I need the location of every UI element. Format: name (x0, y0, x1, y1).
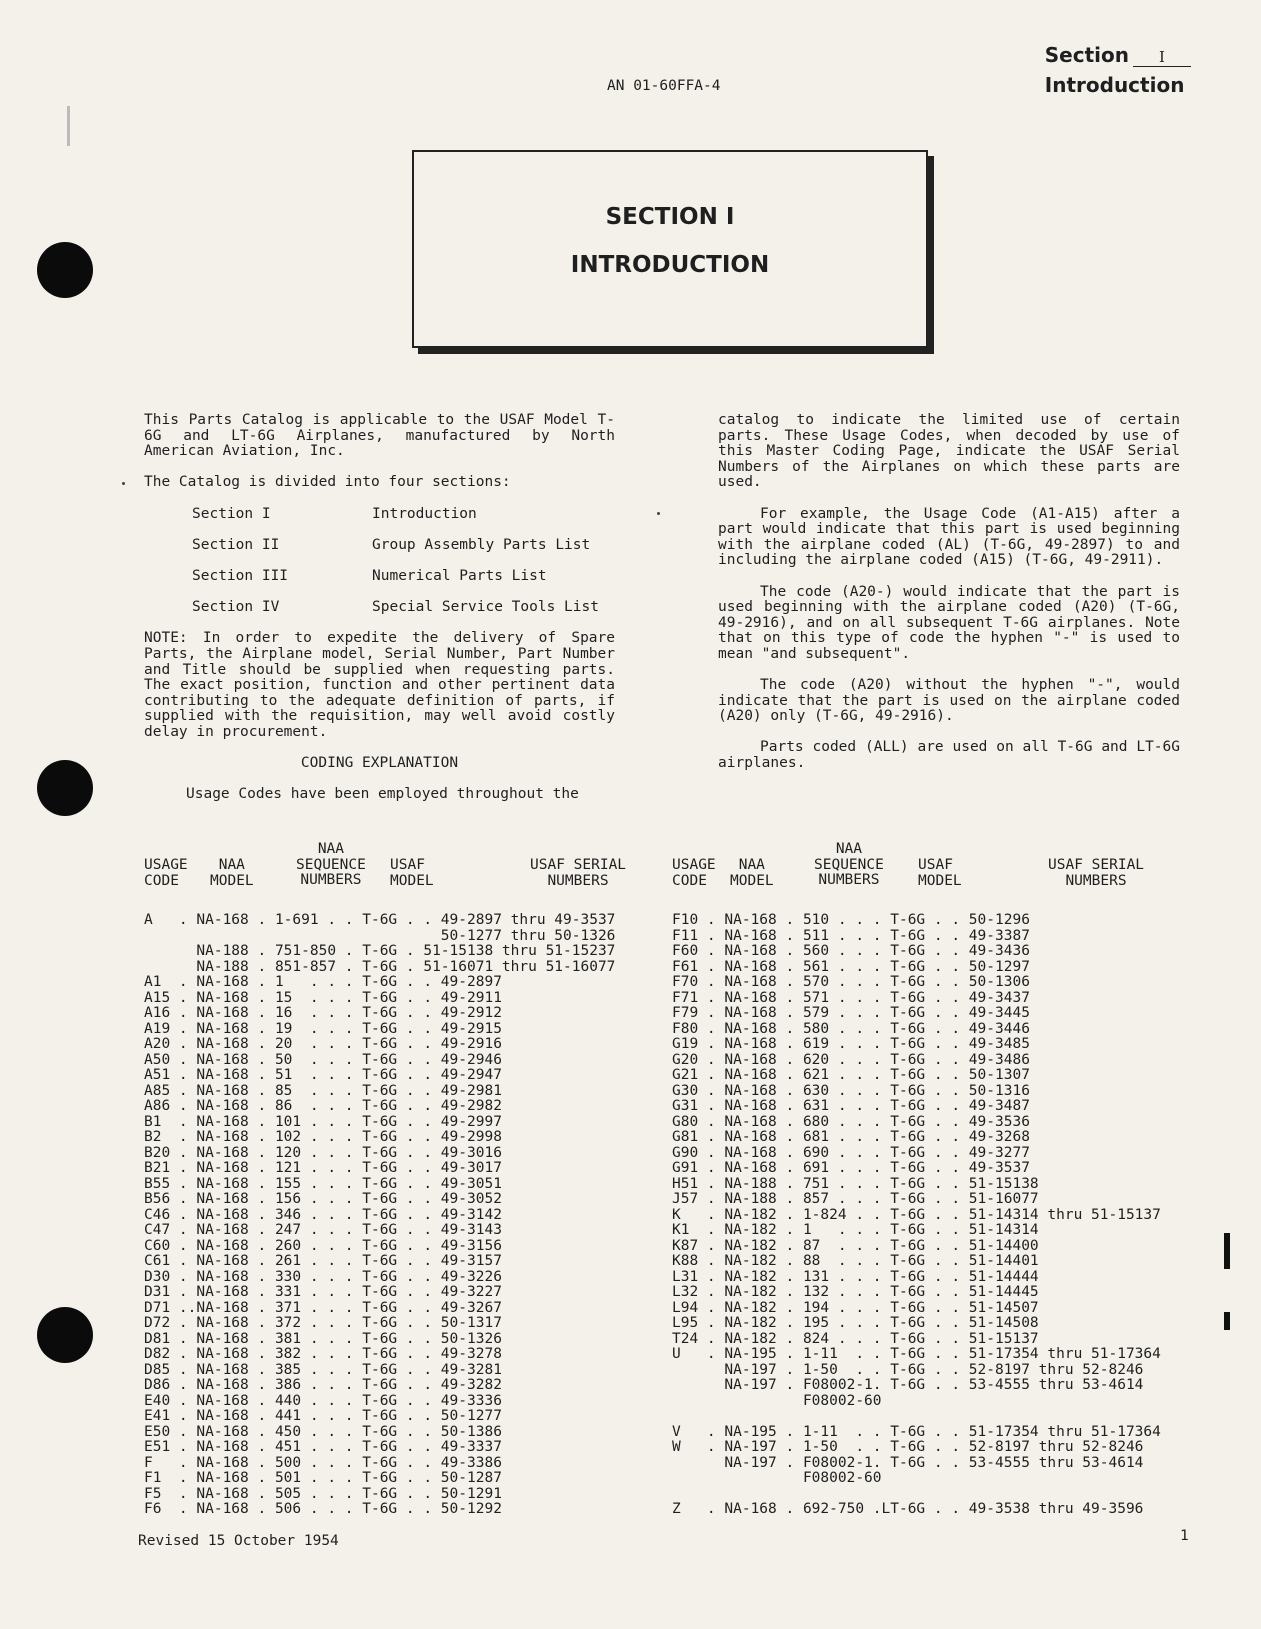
table-row (672, 944, 1161, 960)
coding-heading: CODING EXPLANATION (300, 755, 459, 772)
table-cell: K1 . NA-182 . 1 . . . T-6G . . 51-14314 (672, 1222, 1039, 1238)
revision-date: Revised 15 October 1954 (138, 1533, 339, 1549)
table-row (144, 975, 615, 991)
table-row (144, 1394, 615, 1410)
table-cell: D31 . NA-168 . 331 . . . T-6G . . 49-3227 (144, 1284, 502, 1300)
table-cell: NA-188 . 851-857 . T-6G . 51-16071 thru 51-16077 (144, 958, 616, 975)
table-row (144, 1130, 615, 1146)
table-cell: C46 . NA-168 . 346 . . . T-6G . . 49-3142 (144, 1206, 502, 1223)
a20-paragraph: The code (A20) without the hyphen "-", would indicate that the part is used on the airplane coded (A20) only (T-6G, 49-2916). (718, 677, 1180, 725)
title-line-1: SECTION I (605, 204, 735, 230)
table-row (672, 929, 1161, 945)
header-naa-sequence: NAA SEQUENCE NUMBERS (296, 841, 366, 889)
speck (122, 482, 125, 485)
note-paragraph: NOTE: In order to expedite the delivery of Spare Parts, the Airplane model, Serial Number, Part Number and Title should be supplied when requesting parts. The exact position, function and other pertinent data contributing to the adequate definition of parts, if supplied with the requisition, may well avoid costly delay in procurement. (144, 630, 615, 740)
table-cell: B21 . NA-168 . 121 . . . T-6G . . 49-3017 (144, 1160, 502, 1176)
table-row (672, 1425, 1161, 1441)
table-cell: C61 . NA-168 . 261 . . . T-6G . . 49-3157 (144, 1253, 502, 1269)
table-cell: A1 . NA-168 . 1 . . . T-6G . . 49-2897 (144, 974, 502, 990)
table-row (144, 1456, 615, 1472)
table-row (144, 1208, 615, 1224)
table-row (144, 1223, 615, 1239)
section-name: Section IV (192, 599, 280, 616)
table-cell: E51 . NA-168 . 451 . . . T-6G . . 49-3337 (144, 1439, 502, 1455)
table-cell: D30 . NA-168 . 330 . . . T-6G . . 49-3226 (144, 1268, 502, 1285)
table-cell: NA-188 . 751-850 . T-6G . 51-15138 thru 51-15237 (144, 943, 616, 959)
table-cell: V . NA-195 . 1-11 . . T-6G . . 51-17354 thru 51-17364 (672, 1423, 1161, 1440)
table-cell: F71 . NA-168 . 571 . . . T-6G . . 49-3437 (672, 989, 1030, 1006)
table-row (672, 991, 1161, 1007)
table-row (144, 1146, 615, 1162)
table-cell: A15 . NA-168 . 15 . . . T-6G . . 49-2911 (144, 989, 502, 1006)
table-cell: L32 . NA-182 . 132 . . . T-6G . . 51-14445 (672, 1284, 1039, 1300)
table-cell: F70 . NA-168 . 570 . . . T-6G . . 50-1306 (672, 974, 1030, 990)
table-row (144, 1332, 615, 1348)
table-row (672, 1316, 1161, 1332)
edge-mark (1224, 1233, 1230, 1269)
table-row (672, 1394, 1161, 1410)
table-row (144, 1192, 615, 1208)
table-row (672, 1022, 1161, 1038)
table-row (144, 1037, 615, 1053)
table-row (144, 1285, 615, 1301)
table-row (144, 1053, 615, 1069)
table-row (672, 1502, 1161, 1518)
table-cell: A85 . NA-168 . 85 . . . T-6G . . 49-2981 (144, 1082, 502, 1099)
table-row (672, 1146, 1161, 1162)
table-cell: F . NA-168 . 500 . . . T-6G . . 49-3386 (144, 1454, 502, 1471)
table-row (144, 1084, 615, 1100)
table-cell: T24 . NA-182 . 824 . . . T-6G . . 51-15137 (672, 1330, 1039, 1347)
table-row (144, 1471, 615, 1487)
table-cell (672, 1409, 1161, 1425)
table-cell: D71 ..NA-168 . 371 . . . T-6G . . 49-3267 (144, 1299, 502, 1316)
table-row (144, 1022, 615, 1038)
header-usaf-serial: USAF SERIAL NUMBERS (530, 857, 627, 889)
table-cell: NA-197 . F08002-1. T-6G . . 53-4555 thru 53-4614 (672, 1377, 1144, 1393)
table-cell: G20 . NA-168 . 620 . . . T-6G . . 49-3486 (672, 1051, 1030, 1068)
table-row (144, 1363, 615, 1379)
section-list (144, 507, 615, 632)
section-title: Group Assembly Parts List (372, 536, 591, 553)
table-row (144, 913, 615, 929)
header-naa-model: NAA MODEL (210, 857, 254, 889)
table-row (672, 1378, 1161, 1394)
section-list-item (144, 538, 615, 569)
table-cell: A . NA-168 . 1-691 . . T-6G . . 49-2897 thru 49-3537 (144, 912, 616, 928)
table-cell: W . NA-197 . 1-50 . . T-6G . . 52-8197 thru 52-8246 (672, 1439, 1144, 1455)
table-row (144, 960, 615, 976)
header-usage-code: USAGE CODE (144, 857, 188, 889)
table-cell: D85 . NA-168 . 385 . . . T-6G . . 49-3281 (144, 1361, 502, 1378)
edge-mark (67, 106, 70, 146)
table-row (672, 975, 1161, 991)
table-cell: A16 . NA-168 . 16 . . . T-6G . . 49-2912 (144, 1005, 502, 1021)
table-row (672, 960, 1161, 976)
table-row (672, 913, 1161, 929)
section-title: Special Service Tools List (372, 599, 599, 616)
a20-dash-paragraph: The code (A20-) would indicate that the part is used beginning with the airplane coded (A20) (T-6G, 49-2916), and on all subsequent T-6G airplanes. Note that on this type of code the hyphen "-" is used to mean "and subsequent". (718, 583, 1180, 662)
all-paragraph: Parts coded (ALL) are used on all T-6G and LT-6G airplanes. (718, 739, 1180, 772)
intro-paragraph: This Parts Catalog is applicable to the USAF Model T-6G and LT-6G Airplanes, manufactured by North American Aviation, Inc. (144, 412, 615, 460)
header-usaf-model: USAF MODEL (918, 857, 962, 889)
table-row (672, 1161, 1161, 1177)
table-cell: F5 . NA-168 . 505 . . . T-6G . . 50-1291 (144, 1485, 502, 1502)
section-label: Section (1044, 43, 1129, 67)
table-row (144, 1006, 615, 1022)
table-row (672, 1115, 1161, 1131)
section-corner-title: Introduction (1044, 73, 1185, 97)
table-cell: F08002-60 (672, 1470, 882, 1486)
table-cell: G80 . NA-168 . 680 . . . T-6G . . 49-3536 (672, 1113, 1030, 1130)
table-row (672, 1301, 1161, 1317)
table-cell: L31 . NA-182 . 131 . . . T-6G . . 51-14444 (672, 1268, 1039, 1285)
table-row (672, 1440, 1161, 1456)
table-row (672, 1456, 1161, 1472)
table-cell: F08002-60 (672, 1392, 882, 1409)
table-cell: F80 . NA-168 . 580 . . . T-6G . . 49-3446 (672, 1020, 1030, 1037)
binder-hole (37, 1307, 93, 1363)
document-id: AN 01-60FFA-4 (607, 78, 721, 94)
speck (657, 512, 660, 515)
table-row (672, 1177, 1161, 1193)
table-cell: F10 . NA-168 . 510 . . . T-6G . . 50-1296 (672, 912, 1030, 928)
table-cell: B56 . NA-168 . 156 . . . T-6G . . 49-3052 (144, 1191, 502, 1207)
usage-code-table-right (672, 913, 1161, 1518)
table-cell: U . NA-195 . 1-11 . . T-6G . . 51-17354 thru 51-17364 (672, 1346, 1161, 1362)
section-corner-label (1045, 40, 1191, 100)
table-row (144, 1068, 615, 1084)
table-cell: B55 . NA-168 . 155 . . . T-6G . . 49-3051 (144, 1175, 502, 1192)
table-cell: NA-197 . 1-50 . . T-6G . . 52-8197 thru 52-8246 (672, 1361, 1144, 1378)
title-line-2: INTRODUCTION (570, 252, 770, 278)
table-cell: F6 . NA-168 . 506 . . . T-6G . . 50-1292 (144, 1501, 502, 1517)
table-cell: G90 . NA-168 . 690 . . . T-6G . . 49-3277 (672, 1144, 1030, 1161)
header-naa-sequence: NAA SEQUENCE NUMBERS (814, 841, 884, 889)
table-cell: E50 . NA-168 . 450 . . . T-6G . . 50-1386 (144, 1423, 502, 1440)
table-row (144, 929, 615, 945)
table-row (144, 1301, 615, 1317)
table-row (144, 1270, 615, 1286)
table-cell: G81 . NA-168 . 681 . . . T-6G . . 49-3268 (672, 1129, 1030, 1145)
table-row (672, 1409, 1161, 1425)
table-cell: D72 . NA-168 . 372 . . . T-6G . . 50-1317 (144, 1315, 502, 1331)
table-cell: L94 . NA-182 . 194 . . . T-6G . . 51-14507 (672, 1299, 1039, 1316)
table-row (144, 1502, 615, 1518)
table-row (144, 1378, 615, 1394)
table-row (144, 991, 615, 1007)
page-number: 1 (1180, 1528, 1189, 1544)
table-cell: F61 . NA-168 . 561 . . . T-6G . . 50-1297 (672, 958, 1030, 975)
edge-mark (1224, 1312, 1230, 1330)
right-text-column (718, 413, 1180, 787)
section-title: Introduction (372, 505, 477, 522)
table-cell: D81 . NA-168 . 381 . . . T-6G . . 50-1326 (144, 1330, 502, 1347)
table-row (144, 1347, 615, 1363)
table-cell: E41 . NA-168 . 441 . . . T-6G . . 50-1277 (144, 1408, 502, 1424)
table-row (144, 1115, 615, 1131)
table-cell: A19 . NA-168 . 19 . . . T-6G . . 49-2915 (144, 1020, 502, 1037)
table-row (672, 1084, 1161, 1100)
binder-hole (37, 242, 93, 298)
table-cell: B2 . NA-168 . 102 . . . T-6G . . 49-2998 (144, 1129, 502, 1145)
section-name: Section II (192, 536, 280, 553)
table-cell: F1 . NA-168 . 501 . . . T-6G . . 50-1287 (144, 1470, 502, 1486)
table-row (672, 1332, 1161, 1348)
table-row (144, 1177, 615, 1193)
table-cell: J57 . NA-188 . 857 . . . T-6G . . 51-16077 (672, 1191, 1039, 1207)
table-cell: 50-1277 thru 50-1326 (144, 927, 616, 944)
table-row (672, 1471, 1161, 1487)
table-cell: L95 . NA-182 . 195 . . . T-6G . . 51-14508 (672, 1315, 1039, 1331)
table-row (672, 1208, 1161, 1224)
table-cell: D86 . NA-168 . 386 . . . T-6G . . 49-3282 (144, 1377, 502, 1393)
table-cell: A51 . NA-168 . 51 . . . T-6G . . 49-2947 (144, 1067, 502, 1083)
left-text-column (144, 413, 615, 818)
section-number: I (1133, 48, 1191, 67)
usage-code-table-left (144, 913, 615, 1518)
usage-intro: Usage Codes have been employed throughout the (186, 786, 579, 803)
table-row (672, 1223, 1161, 1239)
catalog-paragraph: catalog to indicate the limited use of certain parts. These Usage Codes, when decoded by use of this Master Coding Page, indicate the USAF Serial Numbers of the Airplanes on which these parts are used. (718, 412, 1180, 491)
table-row (672, 1037, 1161, 1053)
table-row (144, 1409, 615, 1425)
divided-paragraph: The Catalog is divided into four sections: (144, 474, 511, 491)
table-cell: F11 . NA-168 . 511 . . . T-6G . . 49-3387 (672, 927, 1030, 944)
table-cell: E40 . NA-168 . 440 . . . T-6G . . 49-3336 (144, 1392, 502, 1409)
table-row (672, 1006, 1161, 1022)
table-cell: F79 . NA-168 . 579 . . . T-6G . . 49-3445 (672, 1005, 1030, 1021)
section-list-item (144, 507, 615, 538)
table-row (144, 1440, 615, 1456)
table-cell: D82 . NA-168 . 382 . . . T-6G . . 49-3278 (144, 1346, 502, 1362)
table-row (672, 1068, 1161, 1084)
header-usage-code: USAGE CODE (672, 857, 716, 889)
table-cell: A50 . NA-168 . 50 . . . T-6G . . 49-2946 (144, 1051, 502, 1068)
header-naa-model: NAA MODEL (730, 857, 774, 889)
table-cell: G31 . NA-168 . 631 . . . T-6G . . 49-3487 (672, 1098, 1030, 1114)
table-cell: K . NA-182 . 1-824 . . T-6G . . 51-14314 thru 51-15137 (672, 1206, 1161, 1223)
table-cell: C60 . NA-168 . 260 . . . T-6G . . 49-3156 (144, 1237, 502, 1254)
table-cell: Z . NA-168 . 692-750 .LT-6G . . 49-3538 thru 49-3596 (672, 1501, 1144, 1517)
example-paragraph: For example, the Usage Code (A1-A15) after a part would indicate that this part is used beginning with the airplane coded (AL) (T-6G, 49-2897) to and including the airplane coded (A15) (T-6G, 49-2911). (718, 505, 1180, 569)
table-row (672, 1285, 1161, 1301)
table-row (144, 1099, 615, 1115)
table-cell: G91 . NA-168 . 691 . . . T-6G . . 49-3537 (672, 1160, 1030, 1176)
table-cell: A86 . NA-168 . 86 . . . T-6G . . 49-2982 (144, 1098, 502, 1114)
table-cell (672, 1487, 1161, 1503)
table-cell: K87 . NA-182 . 87 . . . T-6G . . 51-14400 (672, 1237, 1039, 1254)
table-row (144, 1239, 615, 1255)
header-usaf-serial: USAF SERIAL NUMBERS (1048, 857, 1145, 889)
table-cell: G19 . NA-168 . 619 . . . T-6G . . 49-3485 (672, 1036, 1030, 1052)
section-name: Section III (192, 567, 289, 584)
table-cell: K88 . NA-182 . 88 . . . T-6G . . 51-14401 (672, 1253, 1039, 1269)
section-title-box (412, 150, 928, 348)
table-cell: H51 . NA-188 . 751 . . . T-6G . . 51-15138 (672, 1175, 1039, 1192)
table-row (144, 1425, 615, 1441)
table-row (144, 944, 615, 960)
table-row (144, 1487, 615, 1503)
table-row (672, 1130, 1161, 1146)
table-row (672, 1254, 1161, 1270)
table-row (672, 1347, 1161, 1363)
binder-hole (37, 760, 93, 816)
table-row (672, 1192, 1161, 1208)
section-title: Numerical Parts List (372, 567, 547, 584)
table-cell: B20 . NA-168 . 120 . . . T-6G . . 49-3016 (144, 1144, 502, 1161)
section-list-item (144, 600, 615, 631)
table-cell: NA-197 . F08002-1. T-6G . . 53-4555 thru 53-4614 (672, 1454, 1144, 1471)
table-row (672, 1239, 1161, 1255)
header-usaf-model: USAF MODEL (390, 857, 434, 889)
section-list-item (144, 569, 615, 600)
table-row (144, 1161, 615, 1177)
table-cell: C47 . NA-168 . 247 . . . T-6G . . 49-3143 (144, 1222, 502, 1238)
table-cell: A20 . NA-168 . 20 . . . T-6G . . 49-2916 (144, 1036, 502, 1052)
table-row (144, 1254, 615, 1270)
table-row (672, 1053, 1161, 1069)
table-cell: F60 . NA-168 . 560 . . . T-6G . . 49-3436 (672, 943, 1030, 959)
table-row (144, 1316, 615, 1332)
table-cell: G21 . NA-168 . 621 . . . T-6G . . 50-1307 (672, 1067, 1030, 1083)
table-cell: G30 . NA-168 . 630 . . . T-6G . . 50-1316 (672, 1082, 1030, 1099)
table-row (672, 1099, 1161, 1115)
table-row (672, 1270, 1161, 1286)
table-cell: B1 . NA-168 . 101 . . . T-6G . . 49-2997 (144, 1113, 502, 1130)
section-name: Section I (192, 505, 271, 522)
table-row (672, 1487, 1161, 1503)
table-row (672, 1363, 1161, 1379)
